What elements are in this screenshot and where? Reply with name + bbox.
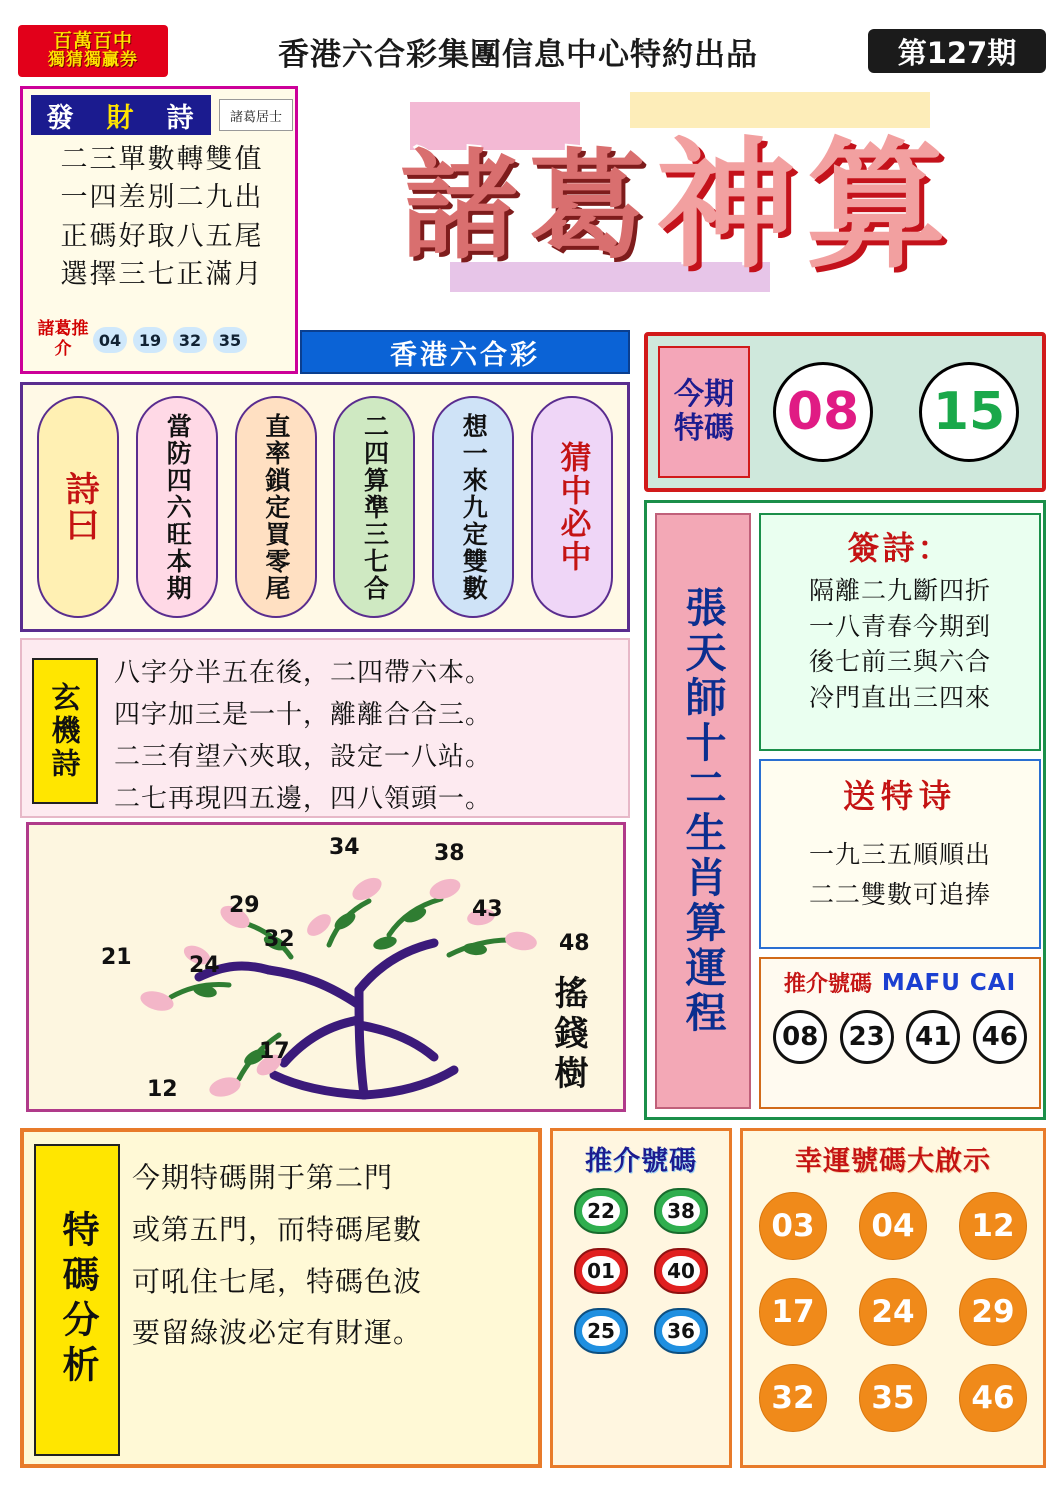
- mystic-poem-label: 玄機詩: [32, 658, 98, 804]
- poem-line: 正碼好取八五尾: [60, 220, 264, 252]
- recommend-number: 41: [906, 1010, 960, 1064]
- page-title: 香港六合彩集團信息中心特約出品: [278, 36, 758, 73]
- ball-recommend-grid: [553, 1188, 729, 1354]
- masthead-char-2: 葛: [527, 136, 646, 275]
- poem-recommend-label: 諸葛推介: [37, 319, 89, 359]
- lucky-number-title: 幸運號碼大啟示: [795, 1146, 991, 1177]
- special-analysis-line: 要留綠波必定有財運。: [132, 1316, 423, 1350]
- tree-number: 43: [472, 897, 503, 922]
- bonus-poem-lines: [761, 835, 1039, 915]
- tree-number: 24: [189, 953, 220, 978]
- poem-title-char-1: 發: [46, 102, 76, 134]
- ball-number: 38: [662, 1196, 700, 1226]
- page-header: [18, 22, 1046, 80]
- recommend-label-cn: 推介號碼: [783, 972, 872, 997]
- capsule-phrase: 詩曰: [37, 396, 119, 618]
- ball-number: 36: [662, 1316, 700, 1346]
- oracle-poem-line: 後七前三與六合: [808, 647, 991, 676]
- oracle-poem-line: 一八青春今期到: [808, 611, 991, 641]
- ball-number: 40: [662, 1256, 700, 1286]
- issue-badge: 第127期: [868, 29, 1046, 73]
- ball-recommend-item: [574, 1248, 628, 1294]
- special-number: 15: [919, 362, 1019, 462]
- fortune-poem-box: [20, 86, 298, 374]
- poem-author: 諸葛居士: [219, 99, 293, 131]
- capsule-phrase: 二四算準三七合: [333, 396, 415, 618]
- special-analysis-lines: [132, 1152, 532, 1359]
- ball-recommend-item: [654, 1188, 708, 1234]
- poem-lines: [33, 141, 291, 294]
- ball-recommend-title: 推介號碼: [585, 1146, 697, 1177]
- masthead-char-4: 算: [806, 124, 947, 288]
- oracle-poem-title: 簽詩：: [847, 529, 953, 567]
- recommend-header: [761, 967, 1039, 998]
- lucky-number-section: [740, 1128, 1046, 1468]
- special-analysis-label: 特碼分析: [34, 1144, 120, 1456]
- brand-logo: [18, 25, 168, 77]
- recommend-label-en: MAFU CAI: [881, 969, 1017, 996]
- tree-number: 17: [259, 1039, 290, 1064]
- special-number: 08: [773, 362, 873, 462]
- special-number-values: [750, 362, 1042, 462]
- lucky-number: 04: [859, 1192, 927, 1260]
- bonus-poem-title: 送特诗: [842, 777, 957, 815]
- money-tree-label: 搖錢樹: [548, 975, 588, 1095]
- poem-line: 一四差別二九出: [60, 182, 264, 214]
- money-tree-panel: [26, 822, 626, 1112]
- recommend-number-list: [761, 1010, 1039, 1064]
- recommend-number: 04: [93, 327, 127, 353]
- lucky-number: 03: [759, 1192, 827, 1260]
- mystic-poem-lines: [114, 652, 622, 820]
- capsule-phrase: 當防四六旺本期: [136, 396, 218, 618]
- special-analysis-section: [20, 1128, 542, 1468]
- lucky-number-grid: [743, 1192, 1043, 1432]
- tree-number: 34: [329, 835, 360, 860]
- recommend-number: 35: [213, 327, 247, 353]
- poem-recommend-numbers: [93, 327, 247, 353]
- special-analysis-line: 或第五門，而特碼尾數: [132, 1212, 423, 1246]
- recommend-number: 19: [133, 327, 167, 353]
- mystic-poem-line: 二三有望六夾取，設定一八站。: [114, 742, 493, 773]
- ball-recommend-section: [550, 1128, 732, 1468]
- lucky-number: 17: [759, 1278, 827, 1346]
- recommend-number: 32: [173, 327, 207, 353]
- lottery-name-band: 香港六合彩: [300, 330, 630, 374]
- tree-number: 21: [101, 945, 132, 970]
- oracle-poem-lines: [761, 573, 1039, 715]
- ball-number: 22: [582, 1196, 620, 1226]
- ball-recommend-item: [654, 1308, 708, 1354]
- tree-number: 32: [264, 927, 295, 952]
- capsule-phrase-row: [20, 382, 630, 632]
- bonus-poem-box: [759, 759, 1041, 949]
- ball-number: 01: [582, 1256, 620, 1286]
- lucky-number: 46: [959, 1364, 1027, 1432]
- special-analysis-line: 今期特碼開于第二門: [132, 1161, 394, 1194]
- capsule-phrase: 直率鎖定買零尾: [235, 396, 317, 618]
- masthead-char-1: 諸: [399, 136, 518, 275]
- poem-recommend-row: [33, 313, 293, 367]
- ball-recommend-item: [574, 1188, 628, 1234]
- bonus-poem-line: 二二雙數可追捧: [808, 880, 991, 909]
- poem-title-char-2: 財: [106, 102, 136, 134]
- ball-number: 25: [582, 1316, 620, 1346]
- masthead-art: [300, 86, 1046, 326]
- special-label-line-1: 今期: [674, 377, 734, 413]
- ball-recommend-item: [574, 1308, 628, 1354]
- mystic-poem-line: 四字加三是一十，離離合合三。: [114, 700, 493, 731]
- special-number-box: [644, 332, 1046, 492]
- capsule-phrase: 猜中必中: [531, 396, 613, 618]
- tree-number: 38: [434, 841, 465, 866]
- oracle-poem-box: [759, 513, 1041, 751]
- recommend-number: 08: [773, 1010, 827, 1064]
- tree-number: 29: [229, 893, 260, 918]
- lucky-number: 35: [859, 1364, 927, 1432]
- tree-number: 48: [559, 931, 590, 956]
- oracle-poem-line: 冷門直出三四來: [808, 682, 991, 712]
- bonus-poem-line: 一九三五順順出: [808, 840, 991, 869]
- lucky-number: 24: [859, 1278, 927, 1346]
- poem-line: 二三單數轉雙值: [60, 144, 264, 175]
- recommend-number-box: [759, 957, 1041, 1109]
- special-label-line-2: 特碼: [674, 411, 734, 446]
- mystic-poem-line: 二七再現四五邊，四八領頭一。: [114, 784, 493, 815]
- logo-line-1: 百萬百中: [52, 30, 133, 53]
- mystic-poem-line: 八字分半五在後，二四帶六本。: [114, 658, 493, 688]
- special-number-label: [658, 346, 750, 478]
- masthead-text: [300, 86, 1046, 326]
- tree-number: 12: [147, 1077, 178, 1102]
- ball-recommend-item: [654, 1248, 708, 1294]
- masthead-char-3: 神: [656, 124, 797, 288]
- poem-line: 選擇三七正滿月: [60, 258, 264, 290]
- capsule-phrase: 想一來九定雙數: [432, 396, 514, 618]
- logo-line-2: 獨猜獨贏券: [48, 50, 138, 71]
- oracle-poem-line: 隔離二九斷四折: [808, 576, 991, 605]
- zhang-tianshi-title: 張天師十二生肖算運程: [655, 513, 751, 1109]
- poem-title-char-3: 詩: [166, 102, 196, 134]
- mystic-poem-section: [20, 638, 630, 818]
- fortune-poem-title: [31, 95, 211, 135]
- recommend-number: 23: [840, 1010, 894, 1064]
- zhang-tianshi-section: [644, 500, 1046, 1120]
- recommend-number: 46: [973, 1010, 1027, 1064]
- lucky-number: 32: [759, 1364, 827, 1432]
- special-analysis-line: 可吼住七尾，特碼色波: [132, 1264, 423, 1298]
- lucky-number: 29: [959, 1278, 1027, 1346]
- lucky-number: 12: [959, 1192, 1027, 1260]
